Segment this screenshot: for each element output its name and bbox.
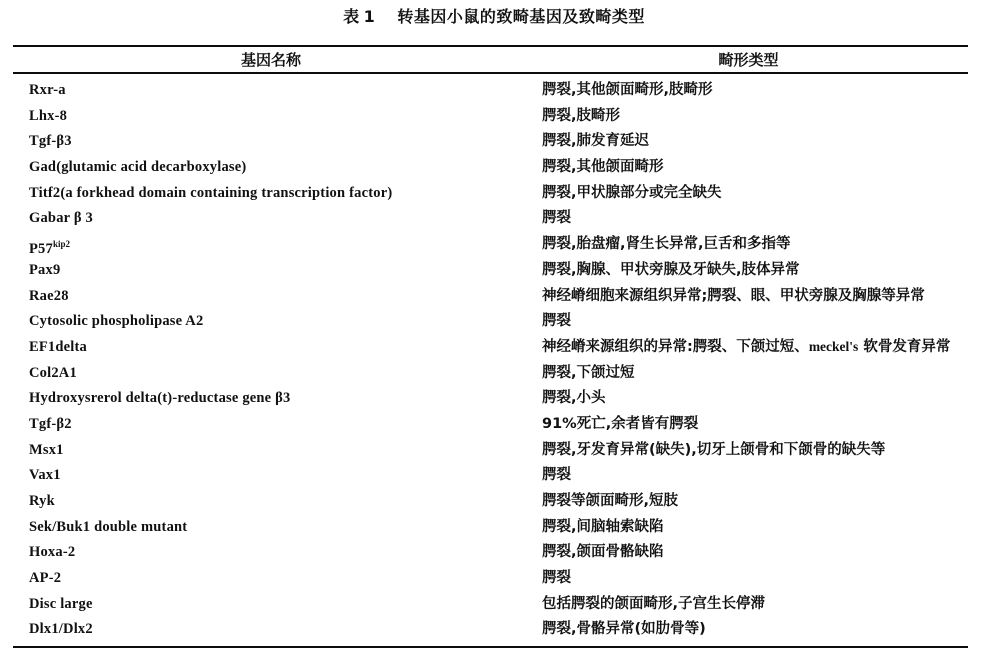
cell-gene-name: Tgf-β2 (29, 415, 72, 432)
cell-gene-name: Col2A1 (29, 364, 77, 381)
table-row (0, 489, 988, 515)
table-row (0, 515, 988, 541)
cell-gene-name: Vax1 (29, 467, 61, 484)
cell-gene-name: AP-2 (29, 570, 62, 587)
cell-malformation-type: 包括腭裂的颌面畸形,子宫生长停滞 (542, 595, 766, 612)
cell-malformation-type: 腭裂,其他颌面畸形,肢畸形 (542, 82, 713, 98)
cell-malformation-type: 腭裂,胸腺、甲状旁腺及牙缺失,肢体异常 (542, 261, 800, 278)
table-row (0, 104, 988, 130)
cell-gene-name: Hydroxysrerol delta(t)-reductase gene β3 (29, 390, 291, 407)
cell-gene-name: Rxr-a (29, 82, 66, 98)
cell-malformation-type: 腭裂 (542, 570, 571, 587)
cell-malformation-type: 腭裂,肢畸形 (542, 107, 621, 124)
table-row (0, 335, 988, 361)
cell-gene-name: EF1delta (29, 338, 87, 355)
cell-gene-name: Disc large (29, 595, 93, 612)
table-title-text: 转基因小鼠的致畸基因及致畸类型 (397, 7, 645, 26)
cell-malformation-latin-term: meckel's (808, 338, 859, 354)
cell-malformation-type: 腭裂,下颌过短 (542, 364, 635, 381)
cell-malformation-type: 腭裂 (542, 313, 571, 330)
cell-malformation-type: 腭裂,肺发育延迟 (542, 133, 650, 150)
table-bottom-rule (13, 646, 968, 648)
table-row (0, 386, 988, 412)
cell-malformation-type: 腭裂,胎盘瘤,肾生长异常,巨舌和多指等 (542, 236, 791, 253)
table-header-row (13, 49, 968, 71)
table-row (0, 232, 988, 258)
cell-malformation-type: 腭裂,骨骼异常(如肋骨等) (542, 621, 706, 638)
cell-malformation-type: 腭裂,颌面骨骼缺陷 (542, 544, 664, 561)
cell-malformation-type: 腭裂等颌面畸形,短肢 (542, 493, 679, 509)
cell-gene-name: Rae28 (29, 287, 69, 304)
table-title (0, 4, 988, 27)
cell-gene-name: Cytosolic phospholipase A2 (29, 313, 204, 330)
cell-gene-superscript: kip2 (52, 239, 70, 250)
cell-gene-name: Dlx1/Dlx2 (29, 621, 93, 638)
cell-gene-name: Tgf-β3 (29, 133, 72, 150)
table-row (0, 566, 988, 592)
cell-gene-name: Gabar β 3 (29, 210, 93, 227)
cell-malformation-type: 腭裂,小头 (542, 390, 606, 407)
table-row (0, 284, 988, 310)
table-row (0, 78, 988, 104)
table-row (0, 412, 988, 438)
cell-malformation-type: 神经嵴细胞来源组织异常;腭裂、眼、甲状旁腺及胸腺等异常 (542, 287, 925, 304)
cell-gene-name: Gad(glutamic acid decarboxylase) (29, 159, 247, 176)
cell-gene-name: Titf2(a forkhead domain containing transcription factor) (29, 184, 393, 201)
cell-malformation-type: 腭裂,间脑轴索缺陷 (542, 518, 664, 535)
cell-gene-name: Msx1 (29, 441, 64, 458)
table-row (0, 258, 988, 284)
cell-malformation-type: 腭裂 (542, 210, 571, 227)
table-row (0, 181, 988, 207)
cell-malformation-type: 腭裂,甲状腺部分或完全缺失 (542, 184, 722, 201)
table-row (0, 361, 988, 387)
table-title-number: 1 (363, 7, 376, 26)
cell-gene-name: Pax9 (29, 261, 61, 278)
cell-malformation-type: 神经嵴来源组织的异常:腭裂、下颌过短、meckel's 软骨发育异常 (542, 338, 951, 355)
column-header-malformation: 畸形类型 (718, 51, 779, 69)
table-row (0, 438, 988, 464)
cell-gene-name: Hoxa-2 (29, 544, 76, 561)
cell-malformation-type: 腭裂 (542, 467, 571, 484)
table-row (0, 540, 988, 566)
cell-malformation-type: 腭裂,其他颌面畸形 (542, 159, 664, 176)
table-row (0, 155, 988, 181)
table-title-label: 表 (343, 7, 360, 26)
cell-malformation-type: 91%死亡,余者皆有腭裂 (542, 415, 699, 432)
table-body (0, 78, 988, 643)
cell-malformation-type: 腭裂,牙发育异常(缺失),切牙上颌骨和下颌骨的缺失等 (542, 441, 886, 458)
table-row (0, 206, 988, 232)
column-header-gene: 基因名称 (240, 51, 301, 69)
cell-gene-name: Ryk (29, 493, 55, 509)
table-top-rule (13, 45, 968, 47)
cell-gene-name: Sek/Buk1 double mutant (29, 518, 188, 535)
table-row (0, 463, 988, 489)
table-row (0, 617, 988, 643)
table-row (0, 309, 988, 335)
cell-gene-name: Lhx-8 (29, 107, 68, 124)
cell-gene-name: $P57^{kip2}$ (29, 239, 70, 257)
table-row (0, 592, 988, 618)
table-row (0, 129, 988, 155)
table-header-rule (13, 72, 968, 74)
